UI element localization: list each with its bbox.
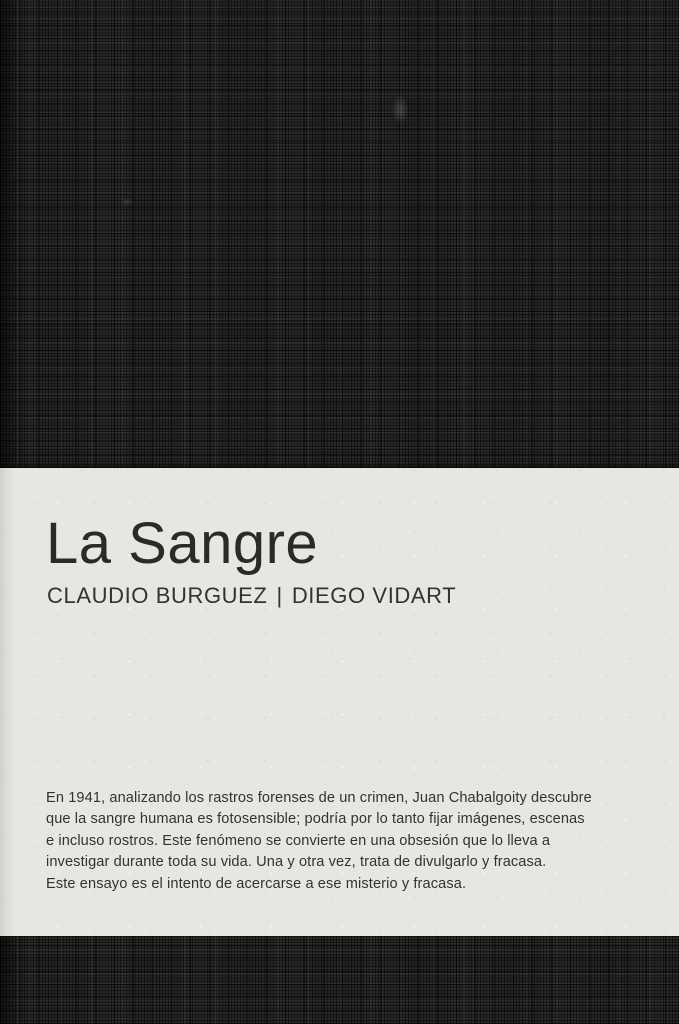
synopsis-line: que la sangre humana es fotosensible; podría por lo tanto fijar imágenes, escenas <box>46 811 585 828</box>
paper-title-band <box>0 468 679 936</box>
synopsis-line: e incluso rostros. Este fenómeno se convierte en una obsesión que lo lleva a <box>46 832 551 849</box>
author-name-second: DIEGO VIDART <box>291 583 457 608</box>
authors-separator: | <box>276 583 283 608</box>
dust-speck <box>120 198 134 206</box>
dust-speck <box>392 96 408 122</box>
cloth-texture-bottom <box>0 936 679 1024</box>
spine-crease <box>17 0 19 468</box>
book-title: La Sangre <box>46 511 319 576</box>
synopsis-line: En 1941, analizando los rastros forenses de un crimen, Juan Chabalgoity descubre <box>46 790 592 806</box>
synopsis-line: Este ensayo es el intento de acercarse a ese misterio y fracasa. <box>46 875 467 892</box>
book-authors <box>47 583 456 609</box>
author-name-first: CLAUDIO BURGUEZ <box>47 583 268 608</box>
synopsis-line: investigar durante toda su vida. Una y otra vez, trata de divulgarlo y fracasa. <box>46 854 547 871</box>
spine-crease <box>17 936 19 1024</box>
cloth-texture-top <box>0 0 679 468</box>
synopsis-paragraph <box>46 788 646 895</box>
